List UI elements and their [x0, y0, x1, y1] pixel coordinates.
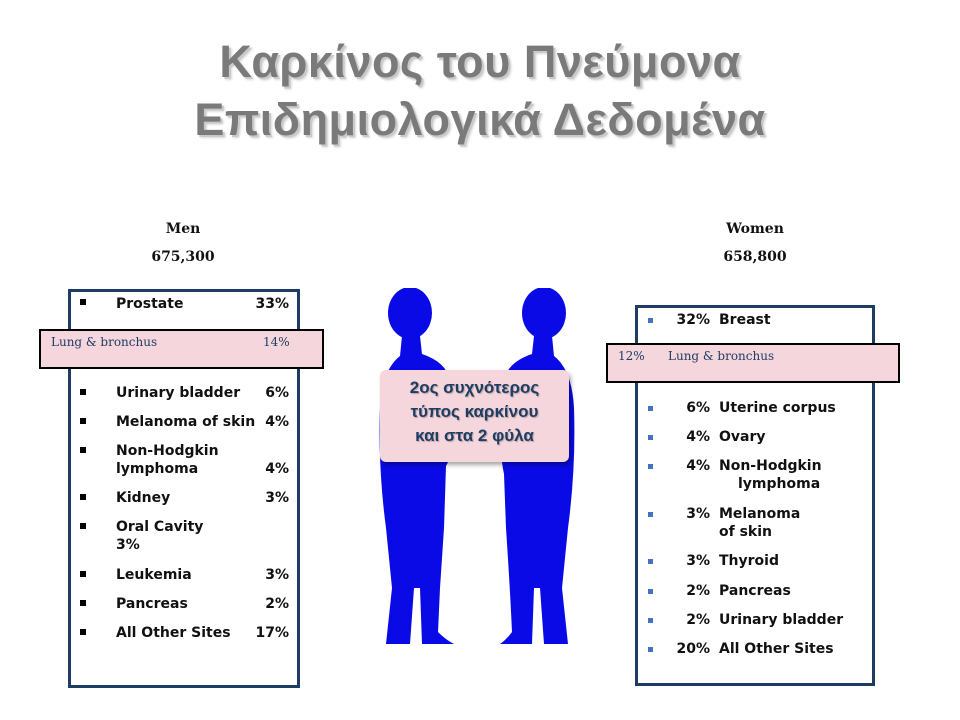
item-name: All Other Sites: [719, 641, 834, 657]
item-percent: 6%: [686, 400, 710, 416]
item-percent: 32%: [676, 312, 710, 328]
men-label: Men: [165, 221, 201, 237]
bullet-icon: [80, 494, 86, 500]
item-name: Thyroid: [719, 553, 779, 569]
bullet-icon: [80, 571, 86, 577]
item-name: Ovary: [719, 429, 766, 445]
bullet-icon: [648, 559, 653, 564]
lung-percent: 12%: [618, 349, 645, 363]
callout-line-3: και στα 2 φύλα: [415, 426, 534, 445]
bullet-icon: [80, 629, 86, 635]
item-name: Urinary bladder: [116, 385, 241, 401]
callout-line-1: 2ος συχνότερος: [409, 378, 540, 397]
item-name: Oral Cavity: [116, 519, 204, 535]
item-name: Uterine corpus: [719, 400, 836, 416]
bullet-icon: [648, 406, 653, 411]
female-figure-icon: [500, 288, 574, 644]
bullet-icon: [648, 618, 653, 623]
women-lung-bronchus-highlight: [606, 343, 900, 383]
bullet-icon: [648, 512, 653, 517]
bullet-icon: [80, 523, 86, 529]
human-figures-illustration: [376, 288, 576, 652]
item-name: Melanoma of skin: [116, 414, 256, 430]
bullet-icon: [648, 589, 653, 594]
item-name-line-2: 3%: [116, 537, 140, 553]
item-name: Non-Hodgkin: [719, 458, 822, 474]
item-percent: 17%: [255, 625, 289, 641]
item-name: Kidney: [116, 490, 171, 506]
item-name: Leukemia: [116, 567, 192, 583]
women-total: 658,800: [723, 249, 787, 265]
item-percent: 4%: [686, 429, 710, 445]
bullet-icon: [80, 600, 86, 606]
item-name: Pancreas: [719, 583, 791, 599]
lung-percent: 14%: [263, 335, 290, 349]
item-percent: 3%: [265, 490, 289, 506]
bullet-icon: [80, 418, 86, 424]
item-percent: 33%: [255, 296, 289, 312]
bullet-icon: [80, 447, 86, 453]
women-label: Women: [726, 221, 784, 237]
male-figure-icon: [380, 288, 454, 644]
item-percent: 4%: [265, 414, 289, 430]
item-name: Melanoma: [719, 506, 801, 522]
item-percent: 3%: [686, 506, 710, 522]
bullet-icon: [648, 647, 653, 652]
callout-line-2: τύπος καρκίνου: [410, 402, 539, 421]
bullet-icon: [648, 435, 653, 440]
item-name: Non-Hodgkin: [116, 443, 219, 459]
item-name-line-2: of skin: [719, 524, 772, 540]
item-name: Prostate: [116, 296, 184, 312]
bullet-icon: [80, 299, 86, 305]
item-name: Pancreas: [116, 596, 188, 612]
title-line-2: Επιδημιολογικά Δεδομένα: [194, 94, 766, 145]
item-percent: 3%: [686, 553, 710, 569]
callout-box: [380, 370, 569, 462]
item-percent: 2%: [265, 596, 289, 612]
item-percent: 6%: [265, 385, 289, 401]
men-lung-bronchus-highlight: [39, 329, 324, 369]
title-line-1: Καρκίνος του Πνεύμονα: [219, 36, 741, 87]
men-total: 675,300: [151, 249, 215, 265]
item-percent: 4%: [265, 461, 289, 477]
item-name: Urinary bladder: [719, 612, 844, 628]
bullet-icon: [648, 464, 653, 469]
bullet-icon: [648, 318, 653, 323]
item-name-line-2: lymphoma: [738, 476, 821, 492]
item-percent: 3%: [265, 567, 289, 583]
item-percent: 4%: [686, 458, 710, 474]
item-percent: 2%: [686, 583, 710, 599]
item-name-line-2: lymphoma: [116, 461, 199, 477]
item-name: Breast: [719, 312, 771, 328]
lung-name: Lung & bronchus: [51, 335, 158, 349]
lung-name: Lung & bronchus: [668, 349, 775, 363]
item-percent: 2%: [686, 612, 710, 628]
item-percent: 20%: [676, 641, 710, 657]
bullet-icon: [80, 389, 86, 395]
item-name: All Other Sites: [116, 625, 231, 641]
